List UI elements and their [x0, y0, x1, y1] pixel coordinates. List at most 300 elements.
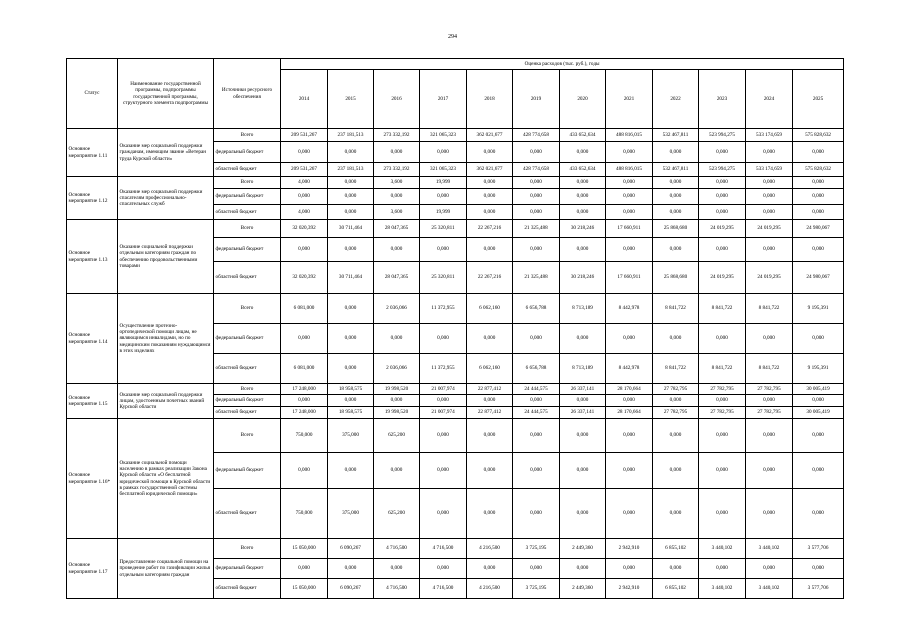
- amount-cell: 0,000: [374, 453, 420, 489]
- amount-cell: 6 062,160: [467, 294, 513, 324]
- amount-cell: 8 713,189: [560, 294, 606, 324]
- amount-cell: 8 442,978: [606, 294, 653, 324]
- amount-cell: 0,000: [328, 177, 374, 189]
- amount-cell: 0,000: [328, 238, 374, 262]
- amount-cell: 0,000: [746, 177, 793, 189]
- amount-cell: 362 021,677: [467, 163, 513, 177]
- amount-cell: 2 449,360: [560, 539, 606, 559]
- amount-cell: 22 877,412: [467, 407, 513, 419]
- amount-cell: 575 828,632: [793, 163, 844, 177]
- amount-cell: 32 020,392: [281, 220, 328, 238]
- header-year: 2018: [467, 70, 513, 129]
- amount-cell: 30 711,464: [328, 262, 374, 294]
- amount-cell: 26 337,141: [560, 407, 606, 419]
- amount-cell: 0,000: [793, 395, 844, 407]
- amount-cell: 4 716,500: [420, 539, 467, 559]
- amount-cell: 0,000: [374, 395, 420, 407]
- amount-cell: 0,000: [653, 238, 699, 262]
- amount-cell: 0,000: [560, 559, 606, 579]
- amount-cell: 575 828,632: [793, 129, 844, 142]
- amount-cell: 4 216,500: [467, 579, 513, 599]
- amount-cell: 0,000: [606, 238, 653, 262]
- amount-cell: 2 036,066: [374, 354, 420, 384]
- amount-cell: 375,000: [328, 419, 374, 453]
- amount-cell: 321 065,323: [420, 163, 467, 177]
- funding-source: федеральный бюджет: [214, 142, 281, 163]
- amount-cell: 0,000: [699, 419, 746, 453]
- amount-cell: 8 841,722: [653, 354, 699, 384]
- header-estimate: Оценка расходов (тыс. руб.), годы: [281, 59, 844, 70]
- amount-cell: 532 467,811: [653, 163, 699, 177]
- amount-cell: 30 218,246: [560, 262, 606, 294]
- amount-cell: 8 713,189: [560, 354, 606, 384]
- amount-cell: 0,000: [699, 559, 746, 579]
- amount-cell: 3 577,706: [793, 579, 844, 599]
- amount-cell: 3 725,195: [513, 579, 560, 599]
- amount-cell: 273 332,192: [374, 129, 420, 142]
- row-status: Основное мероприятие 1.14: [67, 294, 118, 384]
- amount-cell: 0,000: [699, 453, 746, 489]
- amount-cell: 0,000: [653, 489, 699, 539]
- amount-cell: 30 711,464: [328, 220, 374, 238]
- amount-cell: 532 467,811: [653, 129, 699, 142]
- amount-cell: 24 019,295: [746, 220, 793, 238]
- amount-cell: 0,000: [746, 238, 793, 262]
- amount-cell: 0,000: [513, 238, 560, 262]
- amount-cell: 0,000: [328, 142, 374, 163]
- amount-cell: 6 855,102: [653, 539, 699, 559]
- amount-cell: 2 449,360: [560, 579, 606, 599]
- amount-cell: 0,000: [328, 189, 374, 205]
- amount-cell: 0,000: [793, 238, 844, 262]
- amount-cell: 4,000: [281, 205, 328, 220]
- amount-cell: 19 998,520: [374, 407, 420, 419]
- amount-cell: 0,000: [513, 395, 560, 407]
- amount-cell: 0,000: [374, 142, 420, 163]
- amount-cell: 30 005,419: [793, 407, 844, 419]
- amount-cell: 0,000: [513, 489, 560, 539]
- amount-cell: 0,000: [328, 354, 374, 384]
- amount-cell: 3,600: [374, 177, 420, 189]
- amount-cell: 0,000: [699, 324, 746, 354]
- amount-cell: 27 782,795: [746, 384, 793, 395]
- header-name: Наименование государственной программы, подпрограммы государственной программы, структурного элемента подпрограммы: [118, 59, 214, 129]
- amount-cell: 0,000: [746, 189, 793, 205]
- amount-cell: 209 531,267: [281, 129, 328, 142]
- amount-cell: 17 660,911: [606, 262, 653, 294]
- amount-cell: 428 774,658: [513, 163, 560, 177]
- amount-cell: 237 181,513: [328, 129, 374, 142]
- amount-cell: 0,000: [467, 142, 513, 163]
- amount-cell: 6 656,788: [513, 294, 560, 324]
- amount-cell: 21 325,488: [513, 262, 560, 294]
- amount-cell: 0,000: [374, 324, 420, 354]
- amount-cell: 0,000: [467, 205, 513, 220]
- funding-source: федеральный бюджет: [214, 238, 281, 262]
- amount-cell: 0,000: [793, 142, 844, 163]
- amount-cell: 0,000: [746, 205, 793, 220]
- amount-cell: 0,000: [653, 142, 699, 163]
- amount-cell: 0,000: [513, 324, 560, 354]
- amount-cell: 28 047,365: [374, 262, 420, 294]
- amount-cell: 15 050,000: [281, 579, 328, 599]
- header-year: 2025: [793, 70, 844, 129]
- amount-cell: 27 782,795: [699, 384, 746, 395]
- amount-cell: 8 442,978: [606, 354, 653, 384]
- header-status: Статус: [67, 59, 118, 129]
- header-year: 2019: [513, 70, 560, 129]
- amount-cell: 750,000: [281, 419, 328, 453]
- amount-cell: 0,000: [420, 189, 467, 205]
- amount-cell: 0,000: [467, 419, 513, 453]
- amount-cell: 27 782,795: [653, 407, 699, 419]
- amount-cell: 8 841,722: [746, 354, 793, 384]
- row-name: Осуществление протезно-ортопедической помощи лицам, не являющимся инвалидами, но по медицинским показаниям нуждающимся в этих изделиях: [118, 294, 214, 384]
- row-name: Оказание мер социальной поддержки гражданам, имеющим звание «Ветеран труда Курской области»: [118, 129, 214, 177]
- amount-cell: 0,000: [746, 142, 793, 163]
- amount-cell: 237 181,513: [328, 163, 374, 177]
- table-row: [67, 539, 844, 559]
- amount-cell: 0,000: [281, 453, 328, 489]
- amount-cell: 0,000: [606, 324, 653, 354]
- amount-cell: 0,000: [281, 189, 328, 205]
- amount-cell: 0,000: [513, 142, 560, 163]
- amount-cell: 0,000: [467, 238, 513, 262]
- amount-cell: 0,000: [606, 142, 653, 163]
- amount-cell: 27 782,795: [653, 384, 699, 395]
- amount-cell: 625,200: [374, 419, 420, 453]
- amount-cell: 22 267,216: [467, 262, 513, 294]
- amount-cell: 362 021,677: [467, 129, 513, 142]
- amount-cell: 0,000: [420, 559, 467, 579]
- amount-cell: 0,000: [606, 189, 653, 205]
- amount-cell: 0,000: [653, 559, 699, 579]
- row-status: Основное мероприятие 1.17: [67, 539, 118, 599]
- amount-cell: 3 440,102: [699, 539, 746, 559]
- amount-cell: 15 050,000: [281, 539, 328, 559]
- amount-cell: 523 994,275: [699, 163, 746, 177]
- header-year: 2022: [653, 70, 699, 129]
- amount-cell: 0,000: [467, 489, 513, 539]
- funding-source: Всего: [214, 384, 281, 395]
- amount-cell: 0,000: [699, 238, 746, 262]
- amount-cell: 0,000: [606, 489, 653, 539]
- funding-source: областной бюджет: [214, 579, 281, 599]
- amount-cell: 0,000: [467, 177, 513, 189]
- amount-cell: 8 841,722: [699, 354, 746, 384]
- amount-cell: 0,000: [793, 205, 844, 220]
- amount-cell: 0,000: [328, 559, 374, 579]
- amount-cell: 24 019,295: [746, 262, 793, 294]
- amount-cell: 0,000: [606, 419, 653, 453]
- amount-cell: 2 942,910: [606, 579, 653, 599]
- header-year: 2016: [374, 70, 420, 129]
- amount-cell: 0,000: [420, 453, 467, 489]
- funding-source: областной бюджет: [214, 407, 281, 419]
- amount-cell: 3 440,102: [746, 539, 793, 559]
- amount-cell: 24 444,575: [513, 384, 560, 395]
- header-source: Источники ресурсного обеспечения: [214, 59, 281, 129]
- amount-cell: 0,000: [281, 559, 328, 579]
- amount-cell: 4,000: [281, 177, 328, 189]
- header-year: 2015: [328, 70, 374, 129]
- amount-cell: 0,000: [513, 177, 560, 189]
- funding-source: областной бюджет: [214, 489, 281, 539]
- amount-cell: 4 716,500: [374, 539, 420, 559]
- amount-cell: 0,000: [513, 205, 560, 220]
- amount-cell: 19,999: [420, 205, 467, 220]
- amount-cell: 6 656,788: [513, 354, 560, 384]
- amount-cell: 3 577,706: [793, 539, 844, 559]
- amount-cell: 0,000: [746, 395, 793, 407]
- amount-cell: 2 036,066: [374, 294, 420, 324]
- amount-cell: 28 170,664: [606, 407, 653, 419]
- amount-cell: 25 868,680: [653, 262, 699, 294]
- amount-cell: 0,000: [606, 177, 653, 189]
- amount-cell: 0,000: [560, 453, 606, 489]
- amount-cell: 0,000: [746, 489, 793, 539]
- funding-source: Всего: [214, 294, 281, 324]
- header-year: 2020: [560, 70, 606, 129]
- amount-cell: 32 020,392: [281, 262, 328, 294]
- amount-cell: 0,000: [653, 324, 699, 354]
- header-year: 2017: [420, 70, 467, 129]
- amount-cell: 321 065,323: [420, 129, 467, 142]
- amount-cell: 19 998,520: [374, 384, 420, 395]
- amount-cell: 0,000: [281, 238, 328, 262]
- amount-cell: 8 841,722: [746, 294, 793, 324]
- amount-cell: 0,000: [420, 324, 467, 354]
- amount-cell: 4 716,500: [374, 579, 420, 599]
- amount-cell: 11 372,955: [420, 354, 467, 384]
- amount-cell: 27 782,795: [746, 407, 793, 419]
- amount-cell: 24 980,067: [793, 262, 844, 294]
- amount-cell: 0,000: [793, 559, 844, 579]
- amount-cell: 0,000: [374, 559, 420, 579]
- funding-source: федеральный бюджет: [214, 395, 281, 407]
- amount-cell: 0,000: [560, 324, 606, 354]
- amount-cell: 9 195,391: [793, 294, 844, 324]
- amount-cell: 523 994,275: [699, 129, 746, 142]
- header-year: 2024: [746, 70, 793, 129]
- amount-cell: 0,000: [793, 419, 844, 453]
- amount-cell: 0,000: [513, 419, 560, 453]
- amount-cell: 0,000: [746, 419, 793, 453]
- funding-source: федеральный бюджет: [214, 189, 281, 205]
- amount-cell: 2 942,910: [606, 539, 653, 559]
- amount-cell: 0,000: [606, 395, 653, 407]
- amount-cell: 26 337,141: [560, 384, 606, 395]
- amount-cell: 24 444,575: [513, 407, 560, 419]
- amount-cell: 0,000: [699, 395, 746, 407]
- amount-cell: 0,000: [513, 453, 560, 489]
- amount-cell: 8 841,722: [653, 294, 699, 324]
- amount-cell: 0,000: [560, 189, 606, 205]
- funding-source: Всего: [214, 419, 281, 453]
- amount-cell: 6 090,267: [328, 539, 374, 559]
- amount-cell: 21 007,974: [420, 407, 467, 419]
- amount-cell: 4 716,500: [420, 579, 467, 599]
- amount-cell: 0,000: [374, 238, 420, 262]
- table-row: [67, 129, 844, 142]
- amount-cell: 0,000: [699, 142, 746, 163]
- amount-cell: 0,000: [653, 453, 699, 489]
- amount-cell: 0,000: [281, 142, 328, 163]
- amount-cell: 0,000: [606, 559, 653, 579]
- amount-cell: 0,000: [793, 189, 844, 205]
- table-row: [67, 384, 844, 395]
- funding-source: Всего: [214, 129, 281, 142]
- amount-cell: 21 325,488: [513, 220, 560, 238]
- amount-cell: 3 440,102: [746, 579, 793, 599]
- amount-cell: 0,000: [420, 142, 467, 163]
- amount-cell: 0,000: [374, 189, 420, 205]
- amount-cell: 3,600: [374, 205, 420, 220]
- amount-cell: 0,000: [699, 189, 746, 205]
- amount-cell: 0,000: [328, 205, 374, 220]
- budget-table: [66, 58, 844, 599]
- row-status: Основное мероприятие 1.16*: [67, 419, 118, 539]
- row-name: Оказание социальной помощи населению в рамках реализации Закона Курской области «О бесплатной юридической помощи в Курской области в рамках государственной системы бесплатной юридической помощи»: [118, 419, 214, 539]
- funding-source: Всего: [214, 177, 281, 189]
- amount-cell: 0,000: [560, 177, 606, 189]
- amount-cell: 24 019,295: [699, 262, 746, 294]
- amount-cell: 30 218,246: [560, 220, 606, 238]
- amount-cell: 6 062,160: [467, 354, 513, 384]
- amount-cell: 0,000: [606, 205, 653, 220]
- amount-cell: 0,000: [653, 177, 699, 189]
- amount-cell: 17 248,000: [281, 384, 328, 395]
- row-status: Основное мероприятие 1.11: [67, 129, 118, 177]
- amount-cell: 9 195,391: [793, 354, 844, 384]
- amount-cell: 0,000: [746, 324, 793, 354]
- amount-cell: 0,000: [653, 189, 699, 205]
- amount-cell: 0,000: [699, 205, 746, 220]
- amount-cell: 625,200: [374, 489, 420, 539]
- row-name: Предоставление социальной помощи на проведение работ по газификации жилья отдельным категориям граждан: [118, 539, 214, 599]
- amount-cell: 0,000: [467, 559, 513, 579]
- amount-cell: 0,000: [560, 395, 606, 407]
- amount-cell: 0,000: [513, 189, 560, 205]
- funding-source: федеральный бюджет: [214, 453, 281, 489]
- amount-cell: 28 170,664: [606, 384, 653, 395]
- amount-cell: 24 980,067: [793, 220, 844, 238]
- amount-cell: 433 652,634: [560, 129, 606, 142]
- amount-cell: 0,000: [653, 419, 699, 453]
- amount-cell: 273 332,192: [374, 163, 420, 177]
- amount-cell: 0,000: [281, 324, 328, 354]
- header-year: 2021: [606, 70, 653, 129]
- header-year: 2023: [699, 70, 746, 129]
- amount-cell: 0,000: [560, 489, 606, 539]
- amount-cell: 0,000: [793, 453, 844, 489]
- amount-cell: 6 081,000: [281, 354, 328, 384]
- amount-cell: 25 320,811: [420, 220, 467, 238]
- amount-cell: 22 877,412: [467, 384, 513, 395]
- amount-cell: 0,000: [793, 177, 844, 189]
- amount-cell: 0,000: [281, 395, 328, 407]
- funding-source: областной бюджет: [214, 205, 281, 220]
- amount-cell: 0,000: [420, 395, 467, 407]
- amount-cell: 375,000: [328, 489, 374, 539]
- amount-cell: 22 267,216: [467, 220, 513, 238]
- amount-cell: 0,000: [699, 489, 746, 539]
- funding-source: Всего: [214, 220, 281, 238]
- funding-source: Всего: [214, 539, 281, 559]
- header-year: 2014: [281, 70, 328, 129]
- amount-cell: 0,000: [420, 419, 467, 453]
- page-number: 294: [448, 34, 457, 40]
- amount-cell: 0,000: [653, 395, 699, 407]
- table-row: [67, 419, 844, 453]
- funding-source: областной бюджет: [214, 163, 281, 177]
- amount-cell: 428 774,658: [513, 129, 560, 142]
- table-row: [67, 294, 844, 324]
- amount-cell: 8 841,722: [699, 294, 746, 324]
- amount-cell: 25 320,811: [420, 262, 467, 294]
- amount-cell: 6 855,102: [653, 579, 699, 599]
- amount-cell: 533 174,659: [746, 129, 793, 142]
- table-row: [67, 177, 844, 189]
- amount-cell: 6 090,267: [328, 579, 374, 599]
- amount-cell: 433 652,634: [560, 163, 606, 177]
- amount-cell: 0,000: [467, 324, 513, 354]
- amount-cell: 0,000: [560, 205, 606, 220]
- amount-cell: 750,000: [281, 489, 328, 539]
- amount-cell: 0,000: [793, 489, 844, 539]
- amount-cell: 30 005,419: [793, 384, 844, 395]
- amount-cell: 0,000: [746, 453, 793, 489]
- amount-cell: 0,000: [560, 419, 606, 453]
- amount-cell: 0,000: [560, 142, 606, 163]
- amount-cell: 0,000: [328, 453, 374, 489]
- amount-cell: 18 958,575: [328, 384, 374, 395]
- amount-cell: 0,000: [653, 205, 699, 220]
- amount-cell: 488 816,015: [606, 163, 653, 177]
- amount-cell: 0,000: [420, 489, 467, 539]
- amount-cell: 25 868,680: [653, 220, 699, 238]
- row-name: Оказание мер социальной поддержки лицам, удостоенным почетных званий Курской области: [118, 384, 214, 419]
- amount-cell: 0,000: [560, 238, 606, 262]
- amount-cell: 17 248,000: [281, 407, 328, 419]
- amount-cell: 3 440,102: [699, 579, 746, 599]
- funding-source: областной бюджет: [214, 354, 281, 384]
- row-name: Оказание социальной поддержки отдельным категориям граждан по обеспечению продовольственными товарами: [118, 220, 214, 294]
- amount-cell: 6 081,000: [281, 294, 328, 324]
- funding-source: областной бюджет: [214, 262, 281, 294]
- amount-cell: 0,000: [793, 324, 844, 354]
- amount-cell: 0,000: [420, 238, 467, 262]
- amount-cell: 3 725,195: [513, 539, 560, 559]
- row-name: Оказание мер социальной поддержки спасателям профессионально-спасательных служб: [118, 177, 214, 220]
- amount-cell: 0,000: [467, 189, 513, 205]
- amount-cell: 0,000: [467, 453, 513, 489]
- amount-cell: 24 019,295: [699, 220, 746, 238]
- row-status: Основное мероприятие 1.12: [67, 177, 118, 220]
- amount-cell: 18 958,575: [328, 407, 374, 419]
- amount-cell: 0,000: [328, 294, 374, 324]
- amount-cell: 0,000: [328, 324, 374, 354]
- funding-source: федеральный бюджет: [214, 324, 281, 354]
- amount-cell: 4 216,500: [467, 539, 513, 559]
- amount-cell: 27 782,795: [699, 407, 746, 419]
- amount-cell: 0,000: [328, 395, 374, 407]
- amount-cell: 488 816,015: [606, 129, 653, 142]
- amount-cell: 0,000: [606, 453, 653, 489]
- amount-cell: 0,000: [699, 177, 746, 189]
- row-status: Основное мероприятие 1.15: [67, 384, 118, 419]
- table-row: [67, 220, 844, 238]
